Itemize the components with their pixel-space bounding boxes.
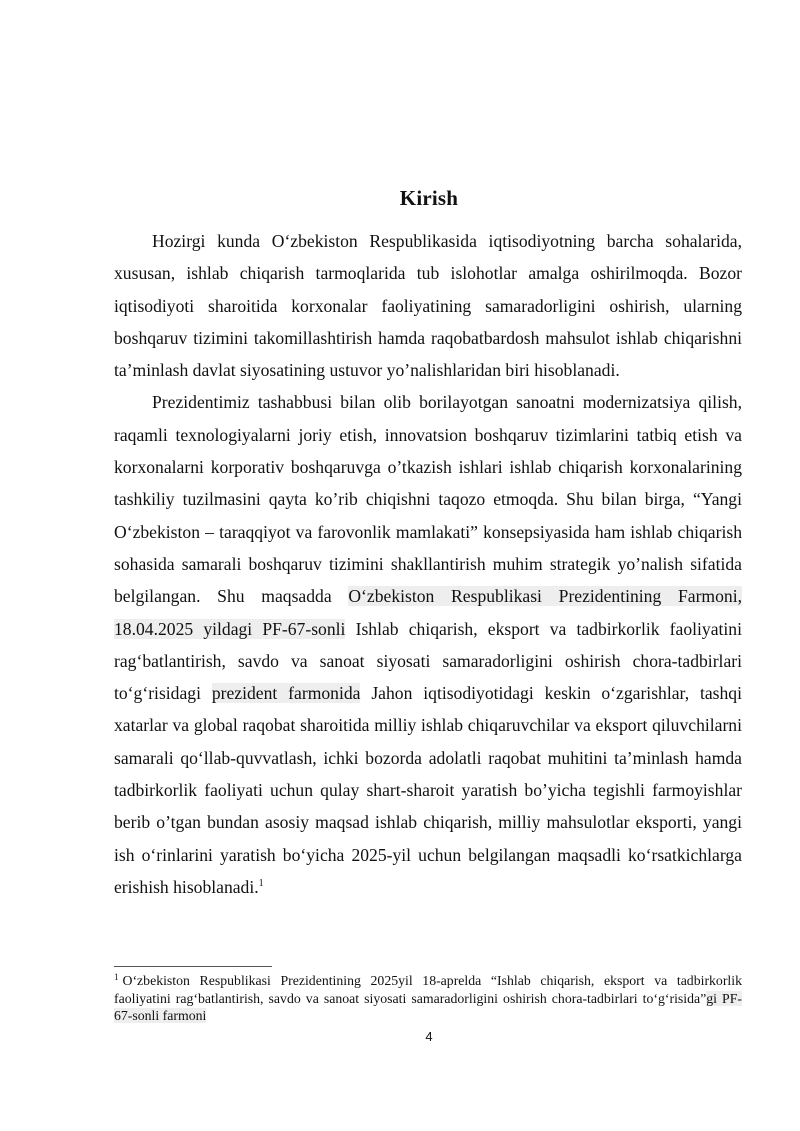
paragraph-2 <box>114 386 742 903</box>
footnote-text: O‘zbekiston Respublikasi Prezidentining 2025yil 18-aprelda “Ishlab chiqarish, eksport va tadbirkorlik faoliyatini rag‘batlantirish, savdo va sanoat siyosati samaradorligini oshirish chora-tadbirlari to‘g‘risida” <box>114 973 742 1006</box>
footnote <box>114 972 742 1025</box>
footnote-separator <box>114 966 272 967</box>
paragraph-2-ending: Jahon iqtisodiyotidagi keskin o‘zgarishlar, tashqi xatarlar va global raqobat sharoitida milliy ishlab chiqaruvchilar va eksport qiluvchilarni samarali qo‘llab-quvvatlash, ichki bozorda adolatli raqobat muhitini ta’minlash hamda tadbirkorlik faoliyati uchun qulay shart-sharoit yaratish bo’yicha tegishli farmoyishlar berib o’tgan bundan asosiy maqsad ishlab chiqarish, milliy mahsulotlar eksporti, yangi ish o‘rinlarini yaratish bo‘yicha 2025-yil uchun belgilangan maqsadli ko‘rsatkichlarga erishish hisoblanadi. <box>114 683 742 897</box>
paragraph-2-text: Prezidentimiz tashabbusi bilan olib borilayotgan sanoatni modernizatsiya qilish, raqamli texnologiyalarni joriy etish, innovatsion boshqaruv tizimlarini tatbiq etish va korxonalarni korporativ boshqaruvga o’tkazish ishlari ishlab chiqarish korxonalarining tashkiliy tuzilmasini qayta ko’rib chiqishni taqozo etmoqda. Shu bilan birga, “Yangi O‘zbekiston – taraqqiyot va farovonlik mamlakati” konsepsiyasida ham ishlab chiqarish sohasida samarali boshqaruv tizimini shakllantirish muhim strategik yo’nalish sifatida belgilangan. Shu maqsadda <box>114 392 742 607</box>
paragraph-2-continuation: Ishlab chiqarish, eksport va tadbirkorlik faoliyatini rag‘batlantirish, savdo va sanoat siyosati samaradorligini oshirish chora-tadbirlari to‘g‘risidagi <box>114 618 742 704</box>
decree-reference-highlight: O‘zbekiston Respublikasi Prezidentining Farmoni, 18.04.2025 yildagi PF-67-sonli <box>114 586 742 639</box>
footnote-highlight: gi PF-67-sonli farmoni <box>114 990 742 1024</box>
decree-name-highlight: prezident farmonida <box>211 683 361 704</box>
body-text <box>114 225 742 903</box>
paragraph-1: Hozirgi kunda O‘zbekiston Respublikasida iqtisodiyotning barcha sohalarida, xususan, ishlab chiqarish tarmoqlarida tub islohotlar amalga oshirilmoqda. Bozor iqtisodiyoti sharoitida korxonalar faoliyatining samaradorligini oshirish, ularning boshqaruv tizimini takomillashtirish hamda raqobatbardosh mahsulot ishlab chiqarishni ta’minlash davlat siyosatining ustuvor yo’nalishlaridan biri hisoblanadi. <box>114 231 742 381</box>
footnote-reference[interactable]: 1 <box>258 877 264 889</box>
page-title: Kirish <box>399 186 459 210</box>
page-number: 4 <box>425 1029 433 1044</box>
footnote-number: 1 <box>114 972 119 982</box>
